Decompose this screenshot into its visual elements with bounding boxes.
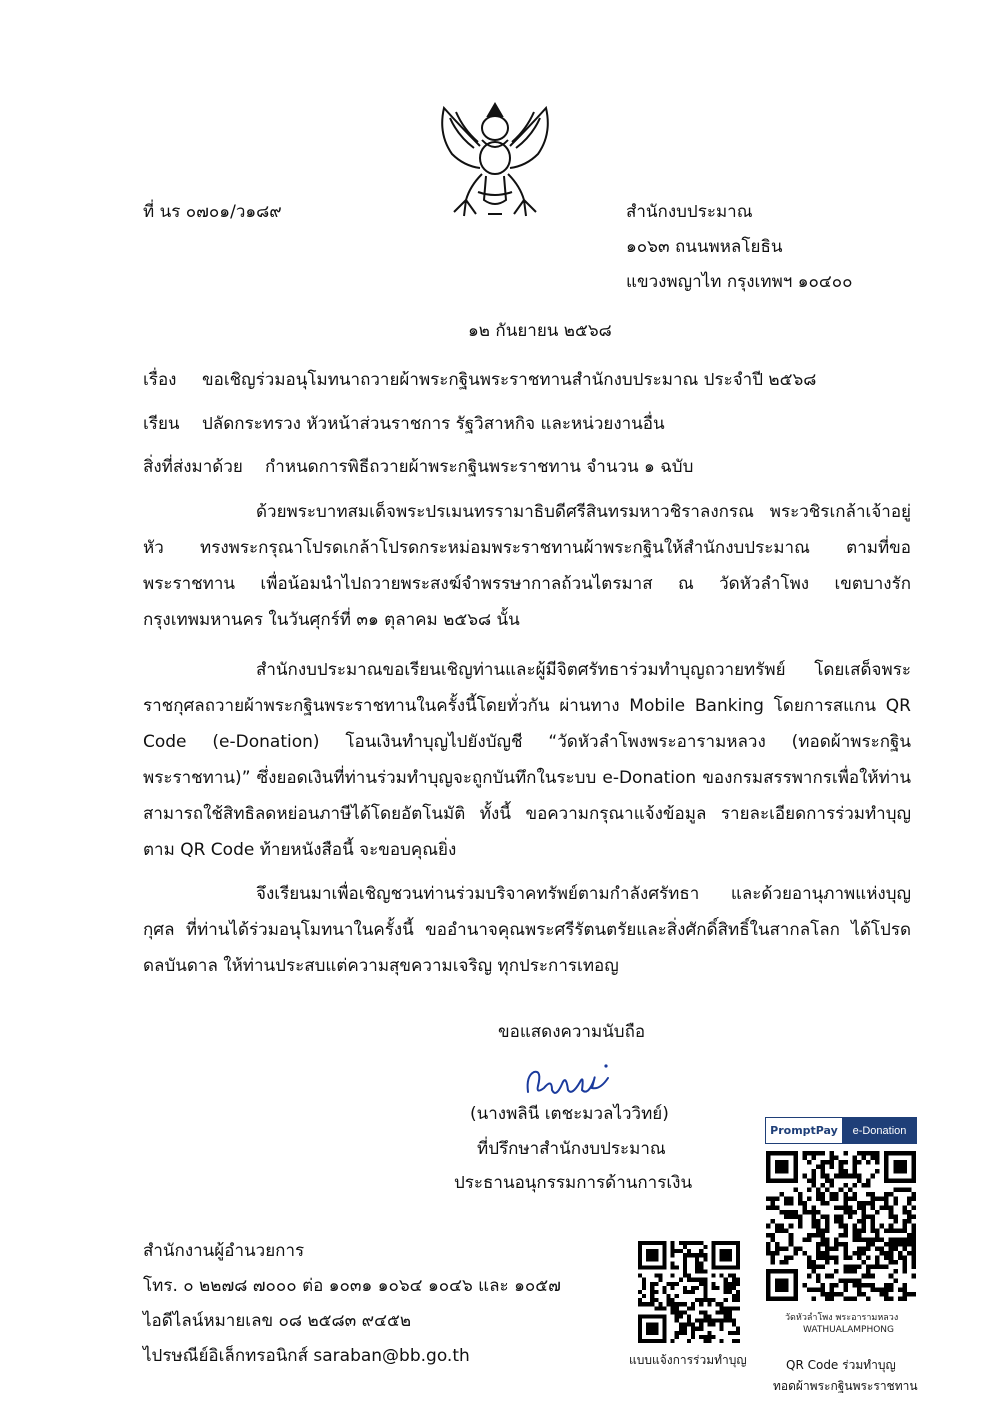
edonation-label: e-Donation	[843, 1118, 916, 1143]
sender-address-line2: แขวงพญาไท กรุงเทพฯ ๑๐๔๐๐	[626, 272, 853, 292]
signatory-title-2: ประธานอนุกรรมการด้านการเงิน	[454, 1173, 693, 1193]
donation-caption-2: ทอดผ้าพระกฐินพระราชทาน	[773, 1379, 918, 1393]
recipient-label: เรียน	[143, 414, 180, 434]
subject-label: เรื่อง	[143, 370, 177, 390]
temple-name-thai: วัดหัวลำโพง พระอารามหลวง	[785, 1313, 899, 1323]
signature	[522, 1058, 614, 1102]
donation-qr-code[interactable]	[766, 1151, 916, 1301]
enclosure-text: กำหนดการพิธีถวายผ้าพระกฐินพระราชทาน จำนวน ๑ ฉบับ	[265, 457, 694, 477]
sender-address-line1: ๑๐๖๓ ถนนพหลโยธิน	[626, 237, 783, 257]
contact-phone: โทร. ๐ ๒๒๗๘ ๗๐๐๐ ต่อ ๑๐๓๑ ๑๐๖๔ ๑๐๔๖ และ ๑๐๕๗	[143, 1276, 561, 1296]
enclosure-label: สิ่งที่ส่งมาด้วย	[143, 457, 243, 477]
garuda-emblem	[430, 96, 560, 224]
sender-organization: สำนักงบประมาณ	[626, 202, 753, 222]
contact-office: สำนักงานผู้อำนวยการ	[143, 1241, 305, 1261]
recipient-text: ปลัดกระทรวง หัวหน้าส่วนราชการ รัฐวิสาหกิจ และหน่วยงานอื่น	[202, 414, 665, 434]
subject-text: ขอเชิญร่วมอนุโมทนาถวายผ้าพระกฐินพระราชทานสำนักงบประมาณ ประจำปี ๒๕๖๘	[202, 370, 817, 390]
donation-caption-1: QR Code ร่วมทำบุญ	[786, 1358, 896, 1372]
signatory-name: (นางพลินี เตชะมวลไววิทย์)	[470, 1104, 669, 1124]
contact-line-id: ไอดีไลน์หมายเลข ๐๘ ๒๕๘๓ ๙๔๕๒	[143, 1311, 412, 1331]
contact-email: ไปรษณีย์อิเล็กทรอนิกส์ saraban@bb.go.th	[143, 1346, 470, 1366]
notify-form-caption: แบบแจ้งการร่วมทำบุญ	[629, 1353, 747, 1367]
body-paragraph-2: สำนักงบประมาณขอเรียนเชิญท่านและผู้มีจิตศรัทธาร่วมทำบุญถวายทรัพย์ โดยเสด็จพระราชกุศลถวายผ้าพระกฐินพระราชทานในครั้งนี้โดยทั่วกัน ผ่านทาง Mobile Banking โดยการสแกน QR Code (e-Donation) โอนเงินทำบุญไปยังบัญชี “วัดหัวลำโพงพระอารามหลวง (ทอดผ้าพระกฐินพระราชทาน)” ซึ่งยอดเงินที่ท่านร่วมทำบุญจะถูกบันทึกในระบบ e-Donation ของกรมสรรพากรเพื่อให้ท่านสามารถใช้สิทธิลดหย่อนภาษีได้โดยอัตโนมัติ ทั้งนี้ ขอความกรุณาแจ้งข้อมูล รายละเอียดการร่วมทำบุญตาม QR Code ท้ายหนังสือนี้ จะขอบคุณยิ่ง	[143, 660, 911, 860]
notify-form-qr-code[interactable]	[638, 1241, 740, 1343]
promptpay-logo: PromptPay	[766, 1118, 843, 1143]
body-paragraph-1: ด้วยพระบาทสมเด็จพระปรเมนทรรามาธิบดีศรีสินทรมหาวชิราลงกรณ พระวชิรเกล้าเจ้าอยู่หัว ทรงพระกรุณาโปรดเกล้าโปรดกระหม่อมพระราชทานผ้าพระกฐินให้สำนักงบประมาณ ตามที่ขอพระราชทาน เพื่อน้อมนำไปถวายพระสงฆ์จำพรรษากาลถ้วนไตรมาส ณ วัดหัวลำโพง เขตบางรัก กรุงเทพมหานคร ในวันศุกร์ที่ ๓๑ ตุลาคม ๒๕๖๘ นั้น	[143, 502, 911, 630]
document-number: ที่ นร ๐๗๐๑/ว๑๘๙	[143, 202, 282, 222]
signatory-title-1: ที่ปรึกษาสำนักงบประมาณ	[477, 1139, 666, 1159]
document-date: ๑๒ กันยายน ๒๕๖๘	[468, 321, 612, 341]
temple-name-english: WATHUALAMPHONG	[803, 1325, 895, 1335]
closing-regards: ขอแสดงความนับถือ	[498, 1022, 646, 1042]
body-paragraph-3: จึงเรียนมาเพื่อเชิญชวนท่านร่วมบริจาคทรัพย์ตามกำลังศรัทธา และด้วยอานุภาพแห่งบุญกุศล ที่ท่านได้ร่วมอนุโมทนาในครั้งนี้ ขออำนาจคุณพระศรีรัตนตรัยและสิ่งศักดิ์สิทธิ์ในสากลโลก ได้โปรดดลบันดาล ให้ท่านประสบแต่ความสุขความเจริญ ทุกประการเทอญ	[143, 884, 911, 976]
promptpay-edonation-banner	[765, 1117, 917, 1144]
